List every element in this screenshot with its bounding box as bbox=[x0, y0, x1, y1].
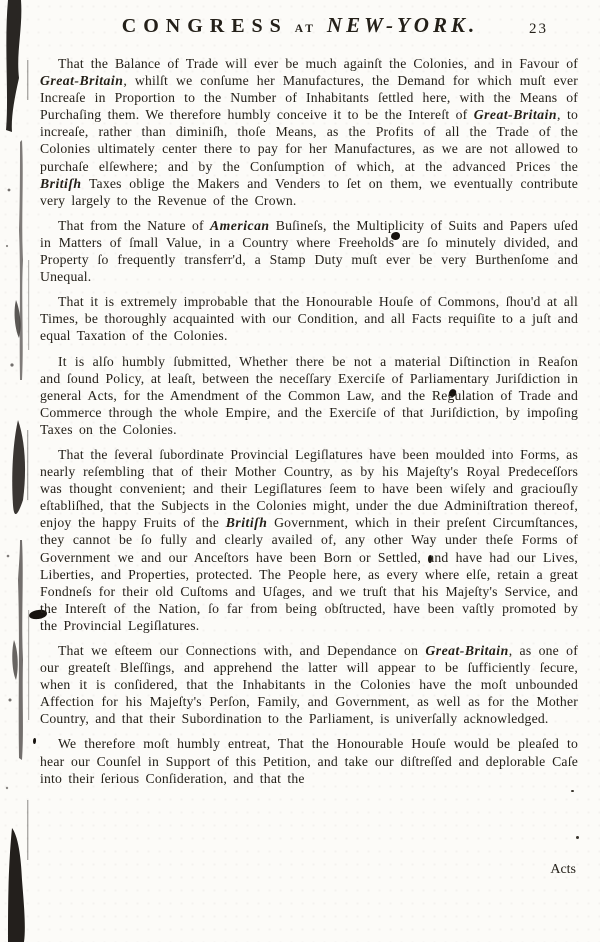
paragraph bbox=[40, 217, 578, 285]
binding-edge-artifact bbox=[0, 0, 36, 942]
paragraph bbox=[40, 735, 578, 786]
title-congress: CONGRESS bbox=[121, 15, 288, 37]
text-run: We therefore moſt humbly entreat, That the Honourable Houſe would be pleaſed to hear our Counſel in Support of this Petition, and take our diſtreſſed and deplorable Caſe into their ſerious Conſideration, and that the bbox=[40, 736, 578, 786]
page-title bbox=[0, 13, 600, 38]
text-run: That it is extremely improbable that the Honourable Houſe of Commons, ſhou'd at all Times, be thoroughly acquainted with our Condition, and all Facts requiſite to a juſt and equal Taxation of the Colonies. bbox=[40, 294, 578, 344]
italic-run: Britiſh bbox=[225, 515, 268, 531]
paper-speck bbox=[576, 836, 579, 839]
paragraph bbox=[40, 293, 578, 344]
paragraph bbox=[40, 55, 578, 209]
italic-run: American bbox=[210, 217, 270, 233]
italic-run: Great-Britain bbox=[40, 73, 124, 89]
paragraph bbox=[40, 353, 578, 438]
text-run: That the Balance of Trade will ever be much againſt the Colonies, and in Favour of bbox=[58, 56, 578, 71]
italic-run: Great-Britain bbox=[473, 107, 558, 123]
paragraph bbox=[40, 446, 578, 634]
text-run: , to increaſe, rather than diminiſh, thoſe Means, as the Profits of all the Trade of the Colonies ultimately center there to pay for her Manufactures, as we are not allowed to purchaſe elſewhere; and by the Conſumption of which, at the advanced Prices the bbox=[40, 107, 578, 174]
title-new-york: NEW-YORK. bbox=[326, 13, 479, 37]
text-run: That from the Nature of bbox=[58, 217, 211, 233]
text-run: That we eſteem our Connections with, and Dependance on bbox=[58, 643, 426, 658]
catchword: Acts bbox=[550, 862, 576, 877]
text-run: , as one of our greateſt Bleſſings, and apprehend the latter will appear to be ſufficiently ſecure, when it is conſidered, that the Inhabitants in the Colonies have the moſt unbounded Affection for his Majeſty's Perſon, Family, and Government, as well as for the Mother Country, and that their Subordination to the Parliament, is univerſally acknowledged. bbox=[40, 643, 578, 727]
text-run: It is alſo humbly ſubmitted, Whether there be not a material Diſtinction in Reaſon and ſound Policy, at leaſt, between the neceſſary Exerciſe of Parliamentary Juriſdiction in general Acts, for the Amendment of the Common Law, and the Regulation of Trade and Commerce through the whole Empire, and the Exerciſe of that Juriſdiction, by impoſing Taxes on the Colonies. bbox=[40, 353, 578, 437]
text-run: Taxes oblige the Makers and Venders to ſet on them, we eventually contribute very largely to the Revenue of the Crown. bbox=[40, 175, 578, 208]
text-run: Buſineſs, the Multiplicity of Suits and Papers uſed in Matters of ſmall Value, in a Country where Freeholds are ſo minutely divided, and Property ſo frequently transferr'd, a Stamp Duty muſt ever be very Burthenſome and Unequal. bbox=[40, 217, 578, 285]
text-run: That the ſeveral ſubordinate Provincial Legiſlatures have been moulded into Forms, as nearly reſembling that of their Mother Country, as by his Majeſty's Royal Predeceſſors was thought convenient; and their Legiſlatures ſeem to have been wiſely and graciouſly eſtabliſhed, that the Subjects in the Colonies might, under the due Adminiſtration thereof, enjoy the happy Fruits of the bbox=[40, 446, 578, 531]
running-header bbox=[0, 13, 600, 45]
ink-blot bbox=[33, 738, 36, 744]
text-run: Government, which in their preſent Circumſtances, they cannot be ſo fully and clearly availed of, any other Way under theſe Forms of Government we and our Anceſtors have been Born or Settled, and have had our Lives, Liberties, and Properties, protected. The People here, as every where elſe, retain a great Fondneſs for their old Cuſtoms and Uſages, and we truſt that his Majeſty's Service, and the Intereſt of the Nation, ſo far from being obſtructed, have been vaſtly promoted by the Provincial Legiſlatures. bbox=[40, 515, 578, 633]
petition-body bbox=[40, 55, 578, 795]
page-number: 23 bbox=[529, 21, 548, 37]
paragraph bbox=[40, 642, 578, 727]
italic-run: Britiſh bbox=[40, 175, 82, 191]
text-run: , whilſt we conſume her Manufactures, the Demand for which muſt ever Increaſe in Proportion to the Number of Inhabitants ſettled here, with the Means of Purchaſing them. We therefore humbly conceive it to be the Intereſt of bbox=[40, 73, 578, 123]
italic-run: Great-Britain bbox=[425, 643, 509, 658]
title-at: AT bbox=[294, 23, 316, 35]
